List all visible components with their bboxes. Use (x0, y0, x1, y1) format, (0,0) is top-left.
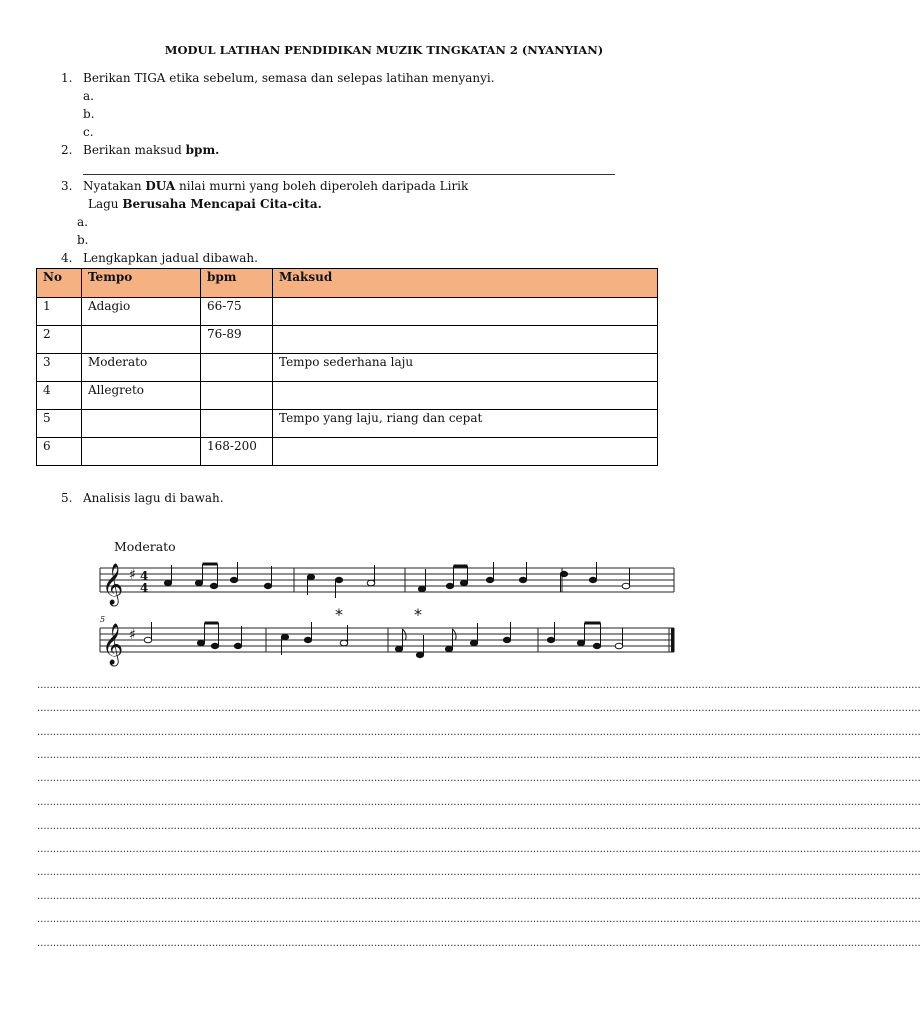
answer-line[interactable]: ...................................................................................................................................................................................................................................................................................... (37, 797, 921, 808)
answer-line[interactable]: ...................................................................................................................................................................................................................................................................................... (37, 821, 921, 832)
cell-bpm[interactable] (201, 354, 273, 382)
cell-bpm[interactable] (201, 382, 273, 410)
table-row (37, 326, 658, 354)
cell-bpm[interactable]: 168-200 (201, 438, 273, 466)
q1-c: c. (83, 125, 94, 139)
q3-text (83, 179, 468, 193)
q4-text: Lengkapkan jadual dibawah. (83, 251, 258, 265)
table-row (37, 354, 658, 382)
cell-no: 1 (37, 298, 82, 326)
svg-text:𝄞: 𝄞 (102, 564, 124, 605)
cell-tempo[interactable] (82, 410, 201, 438)
header-bpm: bpm (201, 269, 273, 298)
table-row (37, 410, 658, 438)
cell-bpm[interactable]: 66-75 (201, 298, 273, 326)
cell-no: 4 (37, 382, 82, 410)
cell-no: 6 (37, 438, 82, 466)
svg-text:4: 4 (140, 569, 149, 583)
svg-text:4: 4 (140, 581, 149, 595)
answer-line[interactable]: ...................................................................................................................................................................................................................................................................................... (37, 867, 921, 878)
q3-text-2: nilai murni yang boleh diperoleh daripada Lirik (175, 179, 469, 193)
q1-a: a. (83, 89, 94, 103)
header-tempo: Tempo (82, 269, 201, 298)
svg-text:♯: ♯ (129, 627, 136, 643)
q5-text: Analisis lagu di bawah. (83, 491, 224, 505)
cell-tempo[interactable]: Allegreto (82, 382, 201, 410)
q3-bold-2: Berusaha Mencapai Cita-cita. (122, 197, 322, 211)
q2-text-plain: Berikan maksud (83, 143, 186, 157)
table-header-row (37, 269, 658, 298)
analysis-marker: * (335, 605, 343, 624)
answer-line[interactable]: ...................................................................................................................................................................................................................................................................................... (37, 844, 921, 855)
answer-line[interactable]: ...................................................................................................................................................................................................................................................................................... (37, 891, 921, 902)
cell-tempo[interactable]: Adagio (82, 298, 201, 326)
cell-maksud[interactable]: Tempo sederhana laju (273, 354, 658, 382)
answer-line[interactable]: ...................................................................................................................................................................................................................................................................................... (37, 680, 921, 691)
q2-number: 2. (61, 143, 73, 157)
cell-tempo[interactable]: Moderato (82, 354, 201, 382)
q3-text-line2 (88, 197, 322, 211)
table-row (37, 438, 658, 466)
analysis-marker: * (414, 605, 422, 624)
cell-tempo[interactable] (82, 326, 201, 354)
cell-no: 2 (37, 326, 82, 354)
cell-no: 5 (37, 410, 82, 438)
q2-answer-line[interactable] (83, 174, 615, 175)
answer-line[interactable]: ...................................................................................................................................................................................................................................................................................... (37, 727, 921, 738)
q3-text-1: Nyatakan (83, 179, 146, 193)
cell-no: 3 (37, 354, 82, 382)
cell-maksud[interactable] (273, 326, 658, 354)
q5-number: 5. (61, 491, 73, 505)
tempo-mark: Moderato (114, 539, 176, 554)
answer-line[interactable]: ...................................................................................................................................................................................................................................................................................... (37, 750, 921, 761)
q3-bold-1: DUA (145, 179, 176, 193)
q3-number: 3. (61, 179, 73, 193)
q1-b: b. (83, 107, 95, 121)
q1-text: Berikan TIGA etika sebelum, semasa dan selepas latihan menyanyi. (83, 71, 495, 85)
measure-number: 5 (100, 615, 106, 624)
cell-maksud[interactable] (273, 438, 658, 466)
header-no: No (37, 269, 82, 298)
answer-line[interactable]: ...................................................................................................................................................................................................................................................................................... (37, 773, 921, 784)
q3-text-3: Lagu (88, 197, 123, 211)
answer-line[interactable]: ...................................................................................................................................................................................................................................................................................... (37, 703, 921, 714)
cell-maksud[interactable] (273, 382, 658, 410)
answer-line[interactable]: ...................................................................................................................................................................................................................................................................................... (37, 914, 921, 925)
answer-line[interactable]: ...................................................................................................................................................................................................................................................................................... (37, 938, 921, 949)
tempo-table (36, 268, 658, 466)
q2-text (83, 143, 219, 157)
music-score (98, 558, 678, 670)
cell-tempo[interactable] (82, 438, 201, 466)
cell-maksud[interactable] (273, 298, 658, 326)
q3-a: a. (77, 215, 88, 229)
table-row (37, 298, 658, 326)
q4-number: 4. (61, 251, 73, 265)
header-maksud: Maksud (273, 269, 658, 298)
svg-text:♯: ♯ (129, 567, 136, 583)
cell-bpm[interactable] (201, 410, 273, 438)
table-row (37, 382, 658, 410)
q3-b: b. (77, 233, 89, 247)
q2-text-bold: bpm. (185, 143, 220, 157)
page-title: MODUL LATIHAN PENDIDIKAN MUZIK TINGKATAN 2 (NYANYIAN) (164, 43, 604, 57)
cell-bpm[interactable]: 76-89 (201, 326, 273, 354)
cell-maksud[interactable]: Tempo yang laju, riang dan cepat (273, 410, 658, 438)
svg-text:𝄞: 𝄞 (102, 624, 124, 665)
q1-number: 1. (61, 71, 73, 85)
